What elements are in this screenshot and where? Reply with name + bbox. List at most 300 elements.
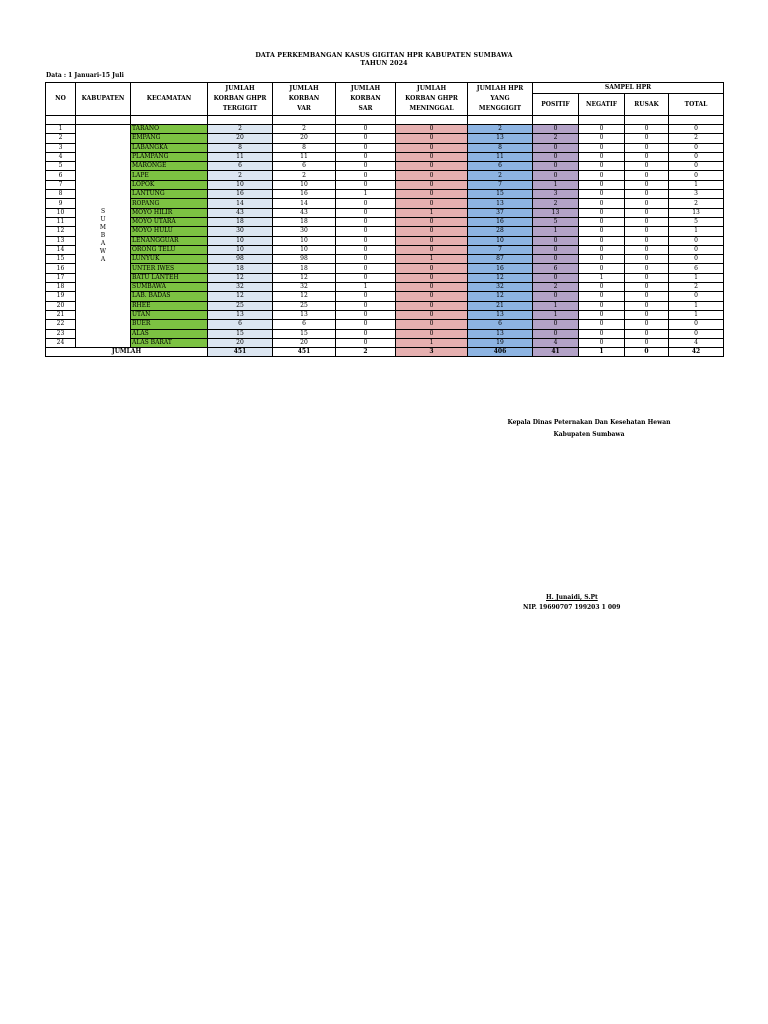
header-meninggal: JUMLAH KORBAN GHPR MENINGGAL [396, 83, 468, 116]
yang-cell: 10 [468, 236, 533, 245]
header-positif: POSITIF [533, 94, 579, 116]
terg-cell: 6 [208, 162, 273, 171]
rus-cell: 0 [625, 301, 669, 310]
men-cell: 0 [396, 152, 468, 161]
row-number: 1 [46, 125, 76, 134]
row-number: 16 [46, 264, 76, 273]
sar-cell: 0 [336, 208, 396, 217]
tot-cell: 1 [669, 180, 724, 189]
men-cell: 0 [396, 227, 468, 236]
header-tergigit: JUMLAH KORBAN GHPR TERGIGIT [208, 83, 273, 116]
yang-cell: 8 [468, 143, 533, 152]
row-number: 7 [46, 180, 76, 189]
terg-cell: 30 [208, 227, 273, 236]
signature-nip: NIP. 19690707 199203 1 009 [523, 604, 621, 611]
kecamatan-cell: PLAMPANG [131, 152, 208, 161]
var-cell: 12 [273, 292, 336, 301]
row-number: 15 [46, 255, 76, 264]
sar-cell: 0 [336, 310, 396, 319]
tot-cell: 3 [669, 190, 724, 199]
table-row [46, 180, 724, 189]
kecamatan-cell: LUNYUK [131, 255, 208, 264]
table-row [46, 134, 724, 143]
signature-name: H. Junaidi, S.Pt [546, 594, 598, 601]
terg-cell: 14 [208, 199, 273, 208]
yang-cell: 21 [468, 301, 533, 310]
table-row [46, 152, 724, 161]
terg-cell: 6 [208, 320, 273, 329]
rus-cell: 0 [625, 134, 669, 143]
var-cell: 16 [273, 190, 336, 199]
rus-cell: 0 [625, 217, 669, 226]
kabupaten-letter: U [100, 216, 106, 224]
total-neg-cell: 1 [579, 348, 625, 357]
rus-cell: 0 [625, 125, 669, 134]
header-menggigit: JUMLAH HPR YANG MENGGIGIT [468, 83, 533, 116]
kecamatan-cell: MOYO HILIR [131, 208, 208, 217]
table-row [46, 245, 724, 254]
signature-title: Kepala Dinas Peternakan Dan Kesehatan Hewan [507, 419, 671, 426]
rus-cell: 0 [625, 283, 669, 292]
kabupaten-letter: A [100, 240, 106, 248]
sar-cell: 0 [336, 255, 396, 264]
tot-cell: 2 [669, 283, 724, 292]
sar-cell: 0 [336, 329, 396, 338]
yang-cell: 13 [468, 310, 533, 319]
men-cell: 0 [396, 273, 468, 282]
var-cell: 13 [273, 310, 336, 319]
pos-cell: 0 [533, 320, 579, 329]
row-number: 23 [46, 329, 76, 338]
neg-cell: 0 [579, 134, 625, 143]
header-no: NO [46, 83, 76, 116]
sar-cell: 0 [336, 227, 396, 236]
kabupaten-letter: A [100, 256, 106, 264]
men-cell: 0 [396, 162, 468, 171]
rus-cell: 0 [625, 264, 669, 273]
terg-cell: 13 [208, 310, 273, 319]
terg-cell: 10 [208, 180, 273, 189]
kecamatan-cell: UTAN [131, 310, 208, 319]
row-number: 22 [46, 320, 76, 329]
row-number: 5 [46, 162, 76, 171]
table-row [46, 227, 724, 236]
men-cell: 0 [396, 171, 468, 180]
row-number: 20 [46, 301, 76, 310]
men-cell: 0 [396, 180, 468, 189]
neg-cell: 0 [579, 171, 625, 180]
neg-cell: 0 [579, 245, 625, 254]
row-number: 14 [46, 245, 76, 254]
total-yang-cell: 406 [468, 348, 533, 357]
var-cell: 6 [273, 162, 336, 171]
var-cell: 8 [273, 143, 336, 152]
row-number: 8 [46, 190, 76, 199]
kecamatan-cell: LOPOK [131, 180, 208, 189]
tot-cell: 0 [669, 152, 724, 161]
men-cell: 0 [396, 301, 468, 310]
men-cell: 0 [396, 199, 468, 208]
kecamatan-cell: ROPANG [131, 199, 208, 208]
header-total: TOTAL [669, 94, 724, 116]
terg-cell: 2 [208, 125, 273, 134]
rus-cell: 0 [625, 143, 669, 152]
yang-cell: 87 [468, 255, 533, 264]
neg-cell: 1 [579, 273, 625, 282]
yang-cell: 2 [468, 171, 533, 180]
rus-cell: 0 [625, 190, 669, 199]
total-men-cell: 3 [396, 348, 468, 357]
yang-cell: 13 [468, 134, 533, 143]
neg-cell: 0 [579, 217, 625, 226]
rus-cell: 0 [625, 338, 669, 347]
sar-cell: 0 [336, 180, 396, 189]
neg-cell: 0 [579, 190, 625, 199]
men-cell: 1 [396, 255, 468, 264]
yang-cell: 13 [468, 329, 533, 338]
total-tot-cell: 42 [669, 348, 724, 357]
kabupaten-letter: W [99, 248, 107, 256]
yang-cell: 6 [468, 162, 533, 171]
kecamatan-cell: RHEE [131, 301, 208, 310]
men-cell: 0 [396, 292, 468, 301]
pos-cell: 1 [533, 180, 579, 189]
rus-cell: 0 [625, 199, 669, 208]
totals-label: JUMLAH [46, 348, 208, 357]
rus-cell: 0 [625, 273, 669, 282]
table-row [46, 171, 724, 180]
neg-cell: 0 [579, 320, 625, 329]
yang-cell: 6 [468, 320, 533, 329]
kabupaten-cell [76, 125, 131, 348]
table-row [46, 283, 724, 292]
terg-cell: 25 [208, 301, 273, 310]
kecamatan-cell: ALAS [131, 329, 208, 338]
neg-cell: 0 [579, 227, 625, 236]
table-row [46, 125, 724, 134]
neg-cell: 0 [579, 264, 625, 273]
sar-cell: 0 [336, 217, 396, 226]
var-cell: 10 [273, 236, 336, 245]
table-row [46, 310, 724, 319]
row-number: 13 [46, 236, 76, 245]
yang-cell: 37 [468, 208, 533, 217]
pos-cell: 0 [533, 152, 579, 161]
rus-cell: 0 [625, 171, 669, 180]
kecamatan-cell: MARONGE [131, 162, 208, 171]
table-row [46, 217, 724, 226]
sar-cell: 0 [336, 320, 396, 329]
men-cell: 0 [396, 310, 468, 319]
yang-cell: 7 [468, 180, 533, 189]
document-title: DATA PERKEMBANGAN KASUS GIGITAN HPR KABUPATEN SUMBAWA [255, 52, 513, 59]
var-cell: 2 [273, 125, 336, 134]
pos-cell: 4 [533, 338, 579, 347]
kecamatan-cell: LAPE [131, 171, 208, 180]
rus-cell: 0 [625, 208, 669, 217]
kecamatan-cell: EMPANG [131, 134, 208, 143]
table-row [46, 199, 724, 208]
neg-cell: 0 [579, 152, 625, 161]
terg-cell: 18 [208, 264, 273, 273]
table-row [46, 329, 724, 338]
yang-cell: 13 [468, 199, 533, 208]
pos-cell: 2 [533, 283, 579, 292]
pos-cell: 2 [533, 134, 579, 143]
pos-cell: 0 [533, 255, 579, 264]
men-cell: 0 [396, 134, 468, 143]
rus-cell: 0 [625, 180, 669, 189]
total-pos-cell: 41 [533, 348, 579, 357]
var-cell: 2 [273, 171, 336, 180]
tot-cell: 1 [669, 227, 724, 236]
table-row [46, 292, 724, 301]
table-row [46, 255, 724, 264]
yang-cell: 12 [468, 273, 533, 282]
header-negatif: NEGATIF [579, 94, 625, 116]
header-kabupaten: KABUPATEN [76, 83, 131, 116]
sar-cell: 0 [336, 236, 396, 245]
men-cell: 0 [396, 236, 468, 245]
tot-cell: 1 [669, 301, 724, 310]
var-cell: 98 [273, 255, 336, 264]
terg-cell: 12 [208, 273, 273, 282]
var-cell: 20 [273, 338, 336, 347]
yang-cell: 2 [468, 125, 533, 134]
neg-cell: 0 [579, 301, 625, 310]
header-sar: JUMLAH KORBAN SAR [336, 83, 396, 116]
row-number: 17 [46, 273, 76, 282]
terg-cell: 16 [208, 190, 273, 199]
row-number: 18 [46, 283, 76, 292]
tot-cell: 0 [669, 162, 724, 171]
kecamatan-cell: MOYO UTARA [131, 217, 208, 226]
signature-agency: Kabupaten Sumbawa [553, 431, 625, 438]
totals-row [46, 348, 724, 357]
sar-cell: 0 [336, 301, 396, 310]
yang-cell: 32 [468, 283, 533, 292]
row-number: 3 [46, 143, 76, 152]
kecamatan-cell: LABANGKA [131, 143, 208, 152]
terg-cell: 10 [208, 245, 273, 254]
var-cell: 32 [273, 283, 336, 292]
table-row [46, 264, 724, 273]
pos-cell: 0 [533, 236, 579, 245]
sar-cell: 0 [336, 162, 396, 171]
neg-cell: 0 [579, 329, 625, 338]
header-kecamatan: KECAMATAN [131, 83, 208, 116]
pos-cell: 0 [533, 171, 579, 180]
kabupaten-letter: B [100, 232, 106, 240]
rus-cell: 0 [625, 162, 669, 171]
var-cell: 10 [273, 245, 336, 254]
pos-cell: 1 [533, 310, 579, 319]
pos-cell: 0 [533, 245, 579, 254]
sar-cell: 1 [336, 283, 396, 292]
var-cell: 14 [273, 199, 336, 208]
kecamatan-cell: ORONG TELU [131, 245, 208, 254]
neg-cell: 0 [579, 292, 625, 301]
row-number: 21 [46, 310, 76, 319]
document-subtitle: TAHUN 2024 [360, 60, 408, 67]
men-cell: 0 [396, 329, 468, 338]
kecamatan-cell: TARANO [131, 125, 208, 134]
pos-cell: 3 [533, 190, 579, 199]
row-number: 9 [46, 199, 76, 208]
pos-cell: 1 [533, 227, 579, 236]
rus-cell: 0 [625, 236, 669, 245]
tot-cell: 0 [669, 125, 724, 134]
rus-cell: 0 [625, 152, 669, 161]
yang-cell: 16 [468, 217, 533, 226]
sar-cell: 0 [336, 134, 396, 143]
yang-cell: 16 [468, 264, 533, 273]
yang-cell: 11 [468, 152, 533, 161]
table-row [46, 273, 724, 282]
row-number: 10 [46, 208, 76, 217]
men-cell: 0 [396, 264, 468, 273]
kecamatan-cell: BATU LANTEH [131, 273, 208, 282]
pos-cell: 0 [533, 162, 579, 171]
terg-cell: 43 [208, 208, 273, 217]
neg-cell: 0 [579, 143, 625, 152]
neg-cell: 0 [579, 199, 625, 208]
var-cell: 20 [273, 134, 336, 143]
var-cell: 11 [273, 152, 336, 161]
blank-row [46, 116, 724, 125]
total-rus-cell: 0 [625, 348, 669, 357]
tot-cell: 4 [669, 338, 724, 347]
tot-cell: 0 [669, 292, 724, 301]
rus-cell: 0 [625, 320, 669, 329]
terg-cell: 15 [208, 329, 273, 338]
terg-cell: 12 [208, 292, 273, 301]
rus-cell: 0 [625, 292, 669, 301]
terg-cell: 8 [208, 143, 273, 152]
kecamatan-cell: BUER [131, 320, 208, 329]
hpr-bite-table [45, 82, 724, 357]
sar-cell: 0 [336, 152, 396, 161]
table-row [46, 301, 724, 310]
sar-cell: 0 [336, 273, 396, 282]
row-number: 11 [46, 217, 76, 226]
neg-cell: 0 [579, 283, 625, 292]
row-number: 6 [46, 171, 76, 180]
sar-cell: 0 [336, 143, 396, 152]
men-cell: 1 [396, 208, 468, 217]
header-rusak: RUSAK [625, 94, 669, 116]
neg-cell: 0 [579, 338, 625, 347]
pos-cell: 6 [533, 264, 579, 273]
total-terg-cell: 451 [208, 348, 273, 357]
row-number: 24 [46, 338, 76, 347]
rus-cell: 0 [625, 255, 669, 264]
terg-cell: 98 [208, 255, 273, 264]
pos-cell: 0 [533, 329, 579, 338]
var-cell: 18 [273, 264, 336, 273]
tot-cell: 1 [669, 310, 724, 319]
sar-cell: 0 [336, 245, 396, 254]
pos-cell: 5 [533, 217, 579, 226]
terg-cell: 20 [208, 338, 273, 347]
header-sampel: SAMPEL HPR [533, 83, 724, 94]
tot-cell: 5 [669, 217, 724, 226]
pos-cell: 0 [533, 125, 579, 134]
sar-cell: 1 [336, 190, 396, 199]
var-cell: 43 [273, 208, 336, 217]
sar-cell: 0 [336, 292, 396, 301]
men-cell: 0 [396, 217, 468, 226]
neg-cell: 0 [579, 125, 625, 134]
var-cell: 30 [273, 227, 336, 236]
header-var: JUMLAH KORBAN VAR [273, 83, 336, 116]
kabupaten-letter: S [100, 208, 106, 216]
sar-cell: 0 [336, 171, 396, 180]
tot-cell: 13 [669, 208, 724, 217]
var-cell: 18 [273, 217, 336, 226]
kecamatan-cell: MOYO HULU [131, 227, 208, 236]
neg-cell: 0 [579, 236, 625, 245]
neg-cell: 0 [579, 208, 625, 217]
kabupaten-letter: M [99, 224, 107, 232]
total-sar-cell: 2 [336, 348, 396, 357]
terg-cell: 2 [208, 171, 273, 180]
kecamatan-cell: LENANGGUAR [131, 236, 208, 245]
table-row [46, 338, 724, 347]
sar-cell: 0 [336, 125, 396, 134]
neg-cell: 0 [579, 162, 625, 171]
men-cell: 0 [396, 245, 468, 254]
yang-cell: 12 [468, 292, 533, 301]
yang-cell: 7 [468, 245, 533, 254]
neg-cell: 0 [579, 180, 625, 189]
men-cell: 0 [396, 190, 468, 199]
tot-cell: 0 [669, 171, 724, 180]
tot-cell: 1 [669, 273, 724, 282]
yang-cell: 28 [468, 227, 533, 236]
pos-cell: 0 [533, 292, 579, 301]
table-row [46, 236, 724, 245]
tot-cell: 0 [669, 255, 724, 264]
total-var-cell: 451 [273, 348, 336, 357]
terg-cell: 10 [208, 236, 273, 245]
terg-cell: 32 [208, 283, 273, 292]
kecamatan-cell: ALAS BARAT [131, 338, 208, 347]
var-cell: 6 [273, 320, 336, 329]
neg-cell: 0 [579, 310, 625, 319]
row-number: 19 [46, 292, 76, 301]
row-number: 12 [46, 227, 76, 236]
terg-cell: 20 [208, 134, 273, 143]
rus-cell: 0 [625, 310, 669, 319]
rus-cell: 0 [625, 227, 669, 236]
rus-cell: 0 [625, 329, 669, 338]
tot-cell: 0 [669, 329, 724, 338]
pos-cell: 1 [533, 301, 579, 310]
pos-cell: 0 [533, 273, 579, 282]
row-number: 2 [46, 134, 76, 143]
table-row [46, 143, 724, 152]
table-row [46, 208, 724, 217]
yang-cell: 19 [468, 338, 533, 347]
tot-cell: 0 [669, 143, 724, 152]
kecamatan-cell: LANTUNG [131, 190, 208, 199]
row-number: 4 [46, 152, 76, 161]
neg-cell: 0 [579, 255, 625, 264]
date-range: Data : 1 Januari-15 Juli [46, 72, 124, 79]
terg-cell: 11 [208, 152, 273, 161]
table-row [46, 190, 724, 199]
